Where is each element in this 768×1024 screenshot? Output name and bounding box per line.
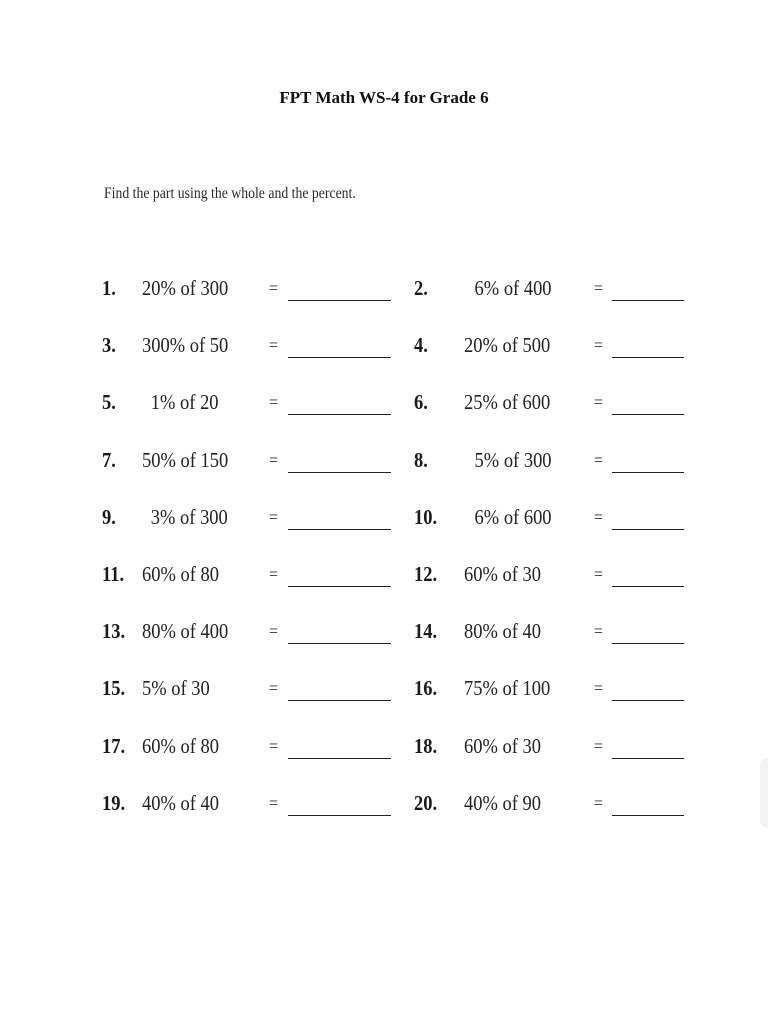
- problem-number: 8.: [414, 447, 428, 472]
- answer-blank[interactable]: [612, 357, 684, 358]
- answer-blank[interactable]: [612, 586, 684, 587]
- problem-expression: 5% of 300: [474, 447, 552, 472]
- equals-sign: =: [269, 792, 278, 813]
- problem-expression: 20% of 500: [464, 333, 551, 358]
- problem-number: 13.: [102, 619, 126, 644]
- equals-sign: =: [269, 335, 278, 356]
- problem-number: 4.: [414, 333, 428, 358]
- problem-number: 6.: [414, 390, 428, 415]
- problem-number: 18.: [414, 733, 438, 758]
- problem-16: [0, 672, 768, 712]
- problem-number: 12.: [414, 561, 438, 586]
- problem-2: [0, 272, 768, 312]
- equals-sign: =: [594, 678, 603, 699]
- scan-edge-shadow: [760, 758, 768, 828]
- equals-sign: =: [269, 678, 278, 699]
- problem-number: 10.: [414, 504, 438, 529]
- equals-sign: =: [269, 449, 278, 470]
- problem-row: [0, 672, 768, 729]
- problem-number: 2.: [414, 276, 428, 300]
- equals-sign: =: [269, 278, 278, 298]
- equals-sign: =: [594, 392, 603, 413]
- problem-number: 7.: [102, 447, 116, 472]
- problem-18: [0, 730, 768, 770]
- answer-blank[interactable]: [612, 300, 684, 301]
- problem-number: 1.: [102, 276, 116, 300]
- problem-expression: 60% of 30: [464, 733, 541, 758]
- problem-expression: 40% of 90: [464, 790, 541, 815]
- problem-expression: 50% of 150: [142, 447, 229, 472]
- problem-row: [0, 272, 768, 329]
- equals-sign: =: [594, 621, 603, 642]
- problem-number: 5.: [102, 390, 116, 415]
- answer-blank[interactable]: [612, 758, 684, 759]
- equals-sign: =: [594, 506, 603, 527]
- answer-blank[interactable]: [612, 472, 684, 473]
- problem-number: 17.: [102, 733, 126, 758]
- problem-row: [0, 329, 768, 386]
- problem-expression: 5% of 30: [142, 676, 210, 701]
- problem-number: 19.: [102, 790, 126, 815]
- problem-row: [0, 730, 768, 787]
- equals-sign: =: [269, 506, 278, 527]
- instructions-text: Find the part using the whole and the percent.: [104, 185, 356, 202]
- problem-12: [0, 558, 768, 598]
- answer-blank[interactable]: [612, 700, 684, 701]
- equals-sign: =: [269, 392, 278, 413]
- problem-number: 16.: [414, 676, 438, 701]
- problem-number: 3.: [102, 333, 116, 358]
- problem-row: [0, 386, 768, 443]
- page-title: FPT Math WS-4 for Grade 6: [279, 88, 489, 107]
- problem-expression: 40% of 40: [142, 790, 219, 815]
- problem-expression: 60% of 30: [464, 561, 541, 586]
- problem-expression: 25% of 600: [464, 390, 551, 415]
- problem-row: [0, 501, 768, 558]
- problem-8: [0, 444, 768, 484]
- problem-4: [0, 329, 768, 369]
- problem-expression: 75% of 100: [464, 676, 551, 701]
- equals-sign: =: [594, 735, 603, 756]
- answer-blank[interactable]: [612, 643, 684, 644]
- problem-number: 14.: [414, 619, 438, 644]
- problem-number: 15.: [102, 676, 126, 701]
- problem-expression: 20% of 300: [142, 276, 229, 300]
- equals-sign: =: [594, 792, 603, 813]
- problem-number: 9.: [102, 504, 116, 529]
- equals-sign: =: [594, 563, 603, 584]
- problem-expression: 1% of 20: [150, 390, 219, 415]
- equals-sign: =: [594, 335, 603, 356]
- problem-expression: 300% of 50: [142, 333, 229, 358]
- problem-number: 20.: [414, 790, 438, 815]
- equals-sign: =: [269, 735, 278, 756]
- problem-row: [0, 444, 768, 501]
- problem-20: [0, 787, 768, 827]
- equals-sign: =: [269, 563, 278, 584]
- equals-sign: =: [594, 449, 603, 470]
- equals-sign: =: [594, 278, 603, 298]
- problem-number: 11.: [102, 561, 125, 586]
- problem-row: [0, 615, 768, 672]
- problem-expression: 3% of 300: [150, 504, 228, 529]
- problem-expression: 60% of 80: [142, 561, 219, 586]
- problem-expression: 6% of 400: [474, 276, 552, 300]
- problem-expression: 60% of 80: [142, 733, 219, 758]
- problem-10: [0, 501, 768, 541]
- problem-expression: 80% of 40: [464, 619, 541, 644]
- answer-blank[interactable]: [612, 815, 684, 816]
- problem-expression: 6% of 600: [474, 504, 552, 529]
- answer-blank[interactable]: [612, 529, 684, 530]
- equals-sign: =: [269, 621, 278, 642]
- problem-row: [0, 558, 768, 615]
- problem-14: [0, 615, 768, 655]
- problem-grid: [0, 272, 768, 844]
- problem-6: [0, 386, 768, 426]
- problem-expression: 80% of 400: [142, 619, 229, 644]
- answer-blank[interactable]: [612, 414, 684, 415]
- problem-row: [0, 787, 768, 844]
